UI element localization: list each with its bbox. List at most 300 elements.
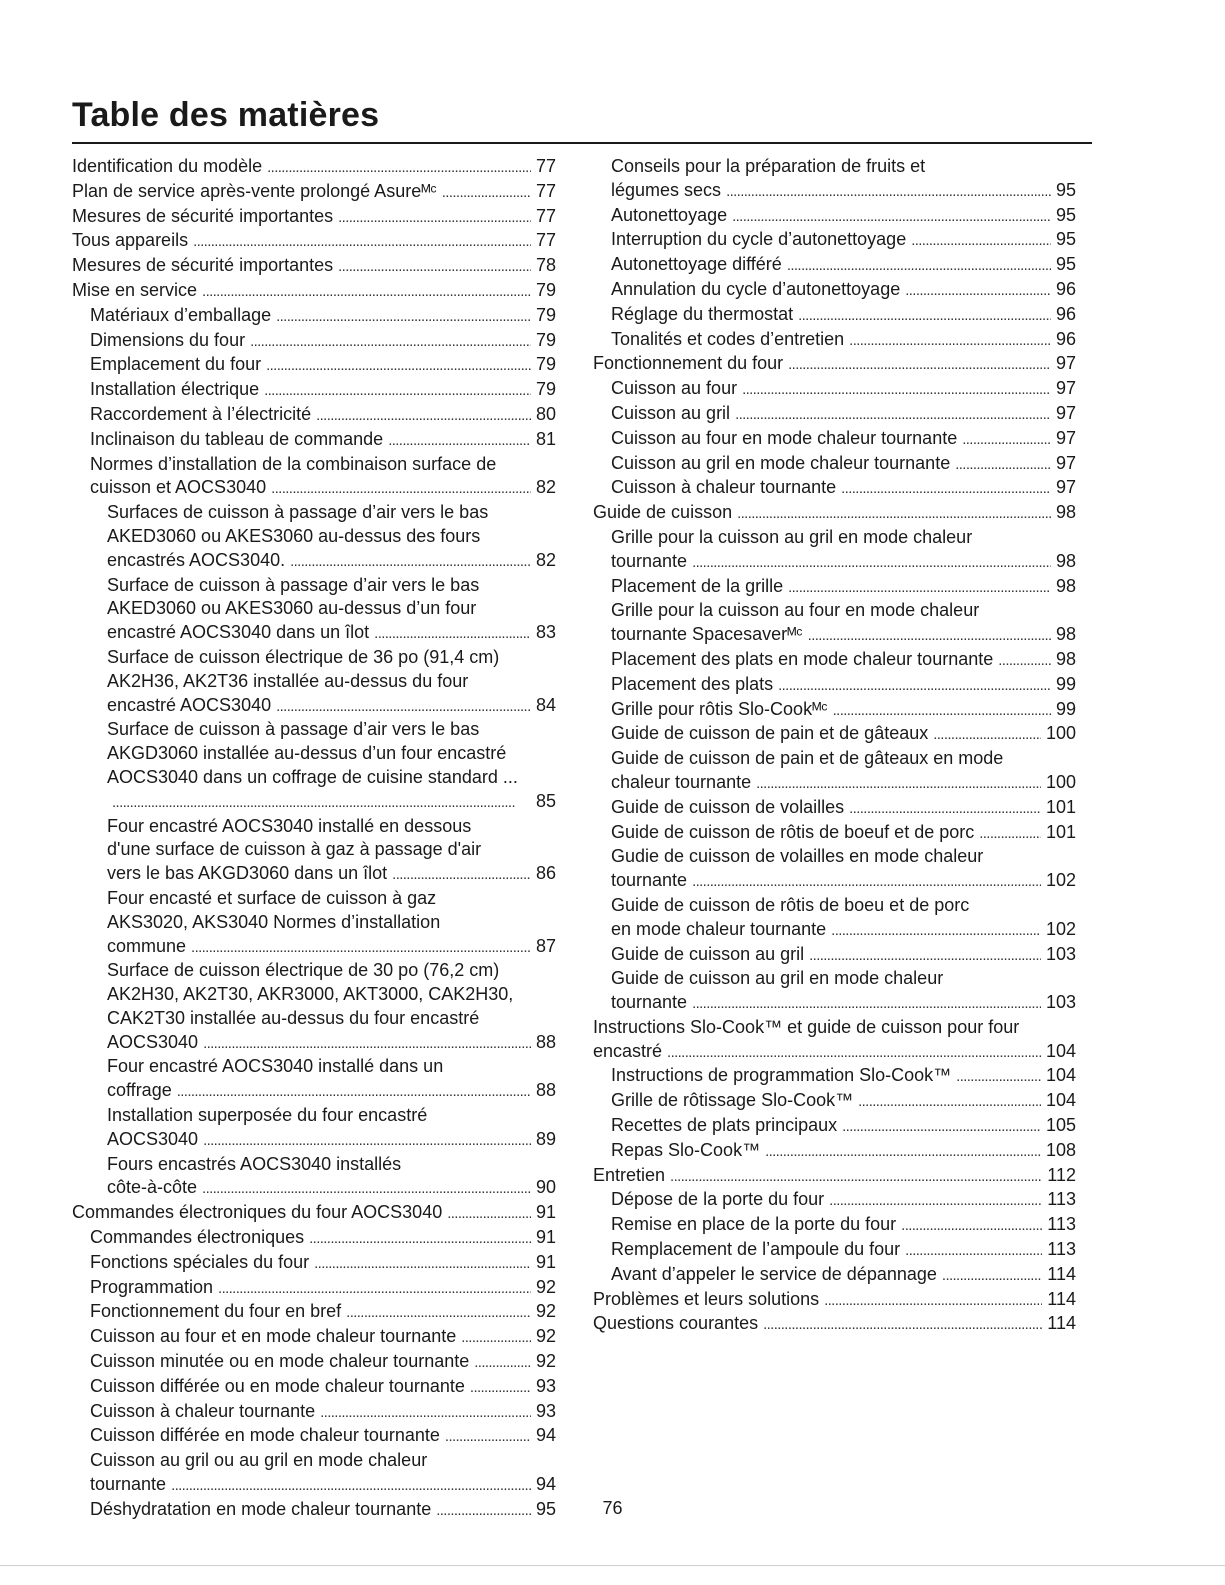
dot-leader [193, 229, 531, 254]
toc-entry-title: Cuisson à chaleur tournante [611, 477, 837, 498]
toc-entry-row [593, 1312, 1076, 1337]
dot-leader [692, 550, 1051, 575]
toc-entry-row [107, 694, 556, 719]
dot-leader [842, 1114, 1041, 1139]
toc-entry-text-line: Grille pour la cuisson au gril en mode chaleur [611, 526, 973, 547]
toc-entry-page: 87 [535, 935, 556, 956]
toc-entry [593, 155, 1076, 204]
toc-entry-row [107, 1176, 556, 1201]
dot-leader [858, 1089, 1041, 1114]
dot-leader [905, 278, 1051, 303]
toc-entry-page: 91 [535, 1202, 556, 1223]
dot-leader [742, 377, 1051, 402]
toc-entry-page: 79 [535, 329, 556, 350]
toc-entry-text-line: AKED3060 ou AKES3060 au-dessus des fours [107, 525, 481, 546]
toc-entry-page: 86 [535, 863, 556, 884]
toc-entry-row [90, 1400, 556, 1425]
toc-entry-row [611, 821, 1076, 846]
toc-entry-title: en mode chaleur tournante [611, 918, 827, 939]
toc-entry-row [611, 303, 1076, 328]
toc-entry [593, 1064, 1076, 1089]
dot-leader [218, 1276, 531, 1301]
toc-entry [593, 1164, 1076, 1189]
toc-entry-row [107, 1128, 556, 1153]
toc-entry-text-line: Surface de cuisson électrique de 36 po (91,4 cm) [107, 646, 500, 667]
dot-leader [809, 943, 1041, 968]
toc-entry-page: 98 [1055, 550, 1076, 571]
toc-entry [72, 1201, 556, 1226]
toc-entry [593, 575, 1076, 600]
toc-entry-page: 104 [1045, 1040, 1076, 1061]
toc-entry [72, 155, 556, 180]
toc-entry-title: Autonettoyage [611, 204, 728, 225]
toc-entry-row [90, 1276, 556, 1301]
dot-leader [276, 304, 531, 329]
dot-leader [461, 1325, 531, 1350]
toc-entry-page: 97 [1055, 402, 1076, 423]
toc-entry-row [90, 1325, 556, 1350]
toc-entry-page: 113 [1047, 1239, 1076, 1260]
toc-entry-row [611, 427, 1076, 452]
toc-entry-row [611, 1263, 1076, 1288]
toc-entry-text-line: Surface de cuisson électrique de 30 po (76,2 cm) [107, 960, 500, 981]
toc-entry-row [90, 378, 556, 403]
toc-entry [593, 402, 1076, 427]
toc-entry-page: 79 [535, 304, 556, 325]
toc-entry-page: 97 [1055, 452, 1076, 473]
toc-entry-title: Guide de cuisson de rôtis de boeuf et de porc [611, 821, 975, 842]
toc-entry-title: Remplacement de l’ampoule du four [611, 1239, 901, 1260]
toc-entry-row [611, 179, 1076, 204]
toc-entry-title: Placement des plats [611, 673, 774, 694]
toc-entry-text-line: AOCS3040 dans un coffrage de cuisine standard ... [107, 766, 518, 787]
toc-entry-page: 88 [535, 1080, 556, 1101]
toc-entry [593, 352, 1076, 377]
toc-left-column [72, 155, 556, 1523]
toc-entry-row [90, 1350, 556, 1375]
toc-entry [72, 180, 556, 205]
toc-entry-page: 81 [535, 428, 556, 449]
dot-leader [447, 1201, 531, 1226]
dot-leader [788, 575, 1051, 600]
toc-entry-page: 103 [1045, 992, 1076, 1013]
toc-entry [72, 453, 556, 502]
toc-entry-row [611, 328, 1076, 353]
dot-leader [290, 549, 531, 574]
toc-entry-row [611, 1089, 1076, 1114]
toc-entry-title: tournante [611, 550, 688, 571]
dot-leader [778, 673, 1051, 698]
title-rule [72, 142, 1092, 144]
toc-entry [593, 228, 1076, 253]
toc-entry [72, 718, 556, 814]
toc-entry-row [90, 1251, 556, 1276]
toc-entry-row [72, 254, 556, 279]
toc-entry-title: Recettes de plats principaux [611, 1115, 838, 1136]
toc-entry [72, 1424, 556, 1449]
dot-leader [474, 1350, 531, 1375]
toc-entry-page: 88 [535, 1031, 556, 1052]
toc-entry [593, 698, 1076, 723]
dot-leader [112, 790, 531, 815]
toc-entry-page: 100 [1045, 723, 1076, 744]
toc-entry [72, 428, 556, 453]
toc-entry-row [611, 204, 1076, 229]
toc-entry-title: Raccordement à l’électricité [90, 403, 312, 424]
toc-entry-row [611, 796, 1076, 821]
toc-entry-row [611, 377, 1076, 402]
toc-entry [593, 1238, 1076, 1263]
toc-entry-row [611, 1064, 1076, 1089]
toc-entry-title: Cuisson différée ou en mode chaleur tournante [90, 1375, 465, 1396]
toc-entry-page: 112 [1047, 1164, 1076, 1185]
toc-entry [593, 253, 1076, 278]
toc-entry-row [611, 476, 1076, 501]
toc-entry-text-line: Four encastré AOCS3040 installé en dessous [107, 815, 472, 836]
toc-entry-row [611, 991, 1076, 1016]
toc-entry-page: 79 [535, 279, 556, 300]
toc-entry-title: Autonettoyage différé [611, 254, 782, 275]
toc-entry-title: Mesures de sécurité importantes [72, 205, 334, 226]
toc-entry-title: tournante [611, 870, 688, 891]
toc-entry-page: 113 [1047, 1189, 1076, 1210]
toc-entry-text-line: Grille pour la cuisson au four en mode chaleur [611, 600, 980, 621]
toc-entry-row [90, 403, 556, 428]
toc-entry-title: Annulation du cycle d’autonettoyage [611, 278, 901, 299]
toc-entry-page: 98 [1055, 502, 1076, 523]
toc-entry-page: 94 [535, 1425, 556, 1446]
toc-entry-page: 92 [535, 1351, 556, 1372]
toc-entry [593, 894, 1076, 943]
toc-entry-title: Installation électrique [90, 379, 260, 400]
dot-leader [763, 1312, 1042, 1337]
toc-entry-page: 97 [1055, 378, 1076, 399]
toc-entry-row [72, 205, 556, 230]
toc-entry [72, 1325, 556, 1350]
toc-entry-title: Mesures de sécurité importantes [72, 255, 334, 276]
toc-entry-page: 79 [535, 379, 556, 400]
toc-entry [593, 599, 1076, 648]
toc-entry-title: Dimensions du four [90, 329, 246, 350]
toc-entry-title: Guide de cuisson [593, 502, 733, 523]
toc-entry [72, 1350, 556, 1375]
toc-entry-page: 104 [1045, 1090, 1076, 1111]
toc-entry-text-line: AK2H36, AK2T36 installée au-dessus du four [107, 670, 469, 691]
toc-entry-text-line: Surface de cuisson à passage d’air vers le bas [107, 719, 480, 740]
toc-entry [593, 722, 1076, 747]
dot-leader [732, 204, 1051, 229]
toc-entry-row [593, 352, 1076, 377]
dot-leader [271, 476, 531, 501]
toc-entry-row [90, 304, 556, 329]
toc-entry [593, 821, 1076, 846]
toc-entry-text-line: AKS3020, AKS3040 Normes d’installation [107, 911, 441, 932]
dot-leader [788, 352, 1051, 377]
dot-leader [911, 228, 1051, 253]
toc-entry-page: 95 [1055, 204, 1076, 225]
toc-entry-title: tournante [90, 1474, 167, 1495]
toc-entry-row [611, 771, 1076, 796]
dot-leader [933, 722, 1041, 747]
toc-entry-row [107, 1031, 556, 1056]
toc-entry-text-line: AK2H30, AK2T30, AKR3000, AKT3000, CAK2H30, [107, 984, 514, 1005]
toc-entry-text-line: Guide de cuisson de rôtis de boeu et de porc [611, 894, 970, 915]
toc-entry-title: encastrés AOCS3040. [107, 549, 286, 570]
toc-entry-row [72, 180, 556, 205]
dot-leader [756, 771, 1041, 796]
toc-entry [593, 452, 1076, 477]
toc-entry-title: Placement des plats en mode chaleur tournante [611, 648, 994, 669]
toc-entry-row [611, 1238, 1076, 1263]
toc-entry [593, 501, 1076, 526]
toc-entry-title: coffrage [107, 1080, 172, 1101]
toc-entry-page: 98 [1055, 624, 1076, 645]
toc-entry-text-line: Fours encastrés AOCS3040 installés [107, 1153, 402, 1174]
toc-entry-page: 82 [535, 549, 556, 570]
toc-entry-row [611, 402, 1076, 427]
toc-entry-page: 77 [535, 205, 556, 226]
dot-leader [202, 279, 531, 304]
toc-entry-text-line: AKGD3060 installée au-dessus d’un four encastré [107, 743, 507, 764]
dot-leader [388, 428, 531, 453]
dot-leader [956, 1064, 1041, 1089]
dot-leader [267, 155, 531, 180]
toc-entry-title: Emplacement du four [90, 354, 262, 375]
toc-entry-title: Guide de cuisson au gril [611, 943, 805, 964]
toc-entry-title: Grille de rôtissage Slo-Cook™ [611, 1090, 854, 1111]
toc-entry-title: Entretien [593, 1164, 666, 1185]
toc-entry-page: 96 [1055, 328, 1076, 349]
toc-entry [593, 1288, 1076, 1313]
toc-entry [593, 303, 1076, 328]
toc-entry [72, 279, 556, 304]
dot-leader [670, 1164, 1042, 1189]
toc-entry-row [90, 329, 556, 354]
toc-entry-title: Cuisson minutée ou en mode chaleur tournante [90, 1351, 470, 1372]
toc-entry-title: Commandes électroniques [90, 1227, 305, 1248]
toc-entry-page: 95 [1055, 254, 1076, 275]
dot-leader [849, 328, 1051, 353]
toc-entry-page: 102 [1045, 918, 1076, 939]
toc-entry-row [611, 722, 1076, 747]
toc-entry-row [107, 549, 556, 574]
toc-entry [72, 959, 556, 1055]
toc-entry-page: 105 [1045, 1115, 1076, 1136]
toc-entry-page: 78 [535, 255, 556, 276]
toc-entry-title: Grille pour rôtis Slo-Cookᴹᶜ [611, 698, 828, 719]
toc-entry-title: légumes secs [611, 179, 722, 200]
toc-entry [72, 1226, 556, 1251]
toc-entry-page: 93 [535, 1375, 556, 1396]
toc-entry-title: Cuisson au gril [611, 402, 731, 423]
toc-entry [72, 1449, 556, 1498]
dot-leader [392, 862, 531, 887]
toc-entry [72, 1375, 556, 1400]
dot-leader [979, 821, 1041, 846]
toc-entry-row [611, 550, 1076, 575]
toc-entry-page: 91 [535, 1227, 556, 1248]
toc-entry-row [90, 1300, 556, 1325]
toc-entry-page: 96 [1055, 303, 1076, 324]
toc-entry [593, 845, 1076, 894]
toc-entry-row [593, 1288, 1076, 1313]
toc-entry [593, 1089, 1076, 1114]
dot-leader [470, 1375, 531, 1400]
toc-entry-title: Mise en service [72, 279, 198, 300]
toc-entry-page: 80 [535, 403, 556, 424]
toc-entry [593, 377, 1076, 402]
toc-entry [593, 328, 1076, 353]
toc-entry [72, 1153, 556, 1202]
toc-entry [72, 205, 556, 230]
toc-entry-row [107, 935, 556, 960]
dot-leader [171, 1473, 531, 1498]
toc-entry-text-line: Cuisson au gril ou au gril en mode chaleur [90, 1450, 428, 1471]
toc-entry-page: 108 [1045, 1139, 1076, 1160]
toc-entry [593, 204, 1076, 229]
toc-entry-row [593, 1040, 1076, 1065]
toc-entry-row [611, 1213, 1076, 1238]
dot-leader [667, 1040, 1041, 1065]
toc-entry [593, 427, 1076, 452]
dot-leader [316, 403, 531, 428]
dot-leader [735, 402, 1051, 427]
toc-entry-title: Avant d’appeler le service de dépannage [611, 1263, 937, 1284]
dot-leader [374, 621, 531, 646]
toc-entry-title: Cuisson au gril en mode chaleur tournante [611, 452, 951, 473]
toc-entry [593, 476, 1076, 501]
toc-entry-page: 99 [1055, 673, 1076, 694]
toc-entry-title: Déshydratation en mode chaleur tournante [90, 1498, 432, 1519]
toc-entry-page: 104 [1045, 1065, 1076, 1086]
toc-entry-title: Dépose de la porte du four [611, 1189, 825, 1210]
toc-entry-row [107, 621, 556, 646]
toc-entry [593, 796, 1076, 821]
toc-entry-text-line: Normes d’installation de la combinaison surface de [90, 453, 497, 474]
dot-leader [320, 1400, 531, 1425]
toc-entry-row [90, 1424, 556, 1449]
dot-leader [829, 1188, 1042, 1213]
page-number: 76 [602, 1498, 623, 1518]
toc-entry-row [90, 1473, 556, 1498]
toc-entry-title: chaleur tournante [611, 771, 752, 792]
dot-leader [824, 1288, 1042, 1313]
page-title: Table des matières [72, 96, 380, 134]
toc-entry-row [611, 452, 1076, 477]
toc-entry [593, 1016, 1076, 1065]
toc-entry [72, 1400, 556, 1425]
toc-entry-row [611, 253, 1076, 278]
toc-entry-row [611, 943, 1076, 968]
toc-entry-page: 101 [1045, 821, 1076, 842]
toc-entry-title: Programmation [90, 1276, 214, 1297]
toc-entry-row [107, 790, 556, 815]
toc-entry-text-line: AKED3060 ou AKES3060 au-dessus d’un four [107, 598, 477, 619]
toc-entry-row [611, 673, 1076, 698]
toc-entry-page: 77 [535, 230, 556, 251]
toc-entry-page: 77 [535, 180, 556, 201]
toc-entry [593, 278, 1076, 303]
toc-entry-page: 113 [1047, 1214, 1076, 1235]
toc-entry-text-line: Installation superposée du four encastré [107, 1105, 428, 1126]
toc-entry-page: 97 [1055, 477, 1076, 498]
dot-leader [314, 1251, 531, 1276]
toc-entry-text-line: Four encasté et surface de cuisson à gaz [107, 887, 437, 908]
toc-entry-row [72, 229, 556, 254]
toc-entry [72, 1055, 556, 1104]
dot-leader [276, 694, 531, 719]
toc-entry-row [611, 1188, 1076, 1213]
toc-entry-title: Cuisson à chaleur tournante [90, 1400, 316, 1421]
dot-leader [338, 205, 531, 230]
dot-leader [264, 378, 531, 403]
toc-entry-page: 85 [535, 790, 556, 811]
toc-entry-row [72, 279, 556, 304]
toc-entry [72, 887, 556, 959]
toc-entry [593, 943, 1076, 968]
toc-entry-title: Tous appareils [72, 230, 189, 251]
dot-leader [942, 1263, 1042, 1288]
toc-entry-title: Instructions de programmation Slo-Cook™ [611, 1065, 952, 1086]
toc-entry-title: encastré [593, 1040, 663, 1061]
toc-entry-title: Interruption du cycle d’autonettoyage [611, 229, 907, 250]
toc-entry [72, 403, 556, 428]
toc-entry-page: 82 [535, 477, 556, 498]
dot-leader [309, 1226, 531, 1251]
toc-entry-row [611, 1114, 1076, 1139]
toc-entry [593, 1263, 1076, 1288]
dot-leader [798, 303, 1051, 328]
dot-leader [955, 452, 1051, 477]
toc-entry-page: 114 [1047, 1288, 1076, 1309]
toc-entry-title: Cuisson au four en mode chaleur tournante [611, 427, 958, 448]
toc-entry-text-line: Four encastré AOCS3040 installé dans un [107, 1056, 444, 1077]
toc-entry [72, 329, 556, 354]
toc-entry-title: tournante Spacesaverᴹᶜ [611, 624, 803, 645]
dot-leader [905, 1238, 1042, 1263]
toc-entry-title: Fonctions spéciales du four [90, 1251, 310, 1272]
dot-leader [962, 427, 1051, 452]
toc-entry-row [593, 501, 1076, 526]
toc-entry-page: 103 [1045, 943, 1076, 964]
toc-entry-title: vers le bas AKGD3060 dans un îlot [107, 863, 388, 884]
toc-entry-title: Questions courantes [593, 1313, 759, 1334]
toc-entry-page: 97 [1055, 427, 1076, 448]
toc-entry-text-line: Gudie de cuisson de volailles en mode chaleur [611, 846, 984, 867]
toc-entry-title: Cuisson au four [611, 378, 738, 399]
toc-entry-title: Cuisson différée en mode chaleur tournante [90, 1425, 440, 1446]
dot-leader [445, 1424, 531, 1449]
toc-entry-page: 92 [535, 1276, 556, 1297]
toc-entry [72, 574, 556, 646]
bottom-rule [0, 1565, 1225, 1566]
toc-entry-text-line: CAK2T30 installée au-dessus du four encastré [107, 1007, 480, 1028]
toc-entry-page: 100 [1045, 771, 1076, 792]
toc-entry [72, 229, 556, 254]
toc-entry-row [611, 869, 1076, 894]
toc-entry-row [90, 353, 556, 378]
toc-entry-row [611, 623, 1076, 648]
toc-entry-title: côte-à-côte [107, 1177, 198, 1198]
toc-entry-row [90, 476, 556, 501]
toc-entry-title: Placement de la grille [611, 575, 784, 596]
toc-entry-text-line: Guide de cuisson de pain et de gâteaux en mode [611, 748, 1004, 769]
toc-entry-title: Identification du modèle [72, 156, 263, 176]
toc-entry-page: 90 [535, 1177, 556, 1198]
toc-entry-page: 79 [535, 354, 556, 375]
toc-entry [72, 378, 556, 403]
toc-entry [593, 747, 1076, 796]
